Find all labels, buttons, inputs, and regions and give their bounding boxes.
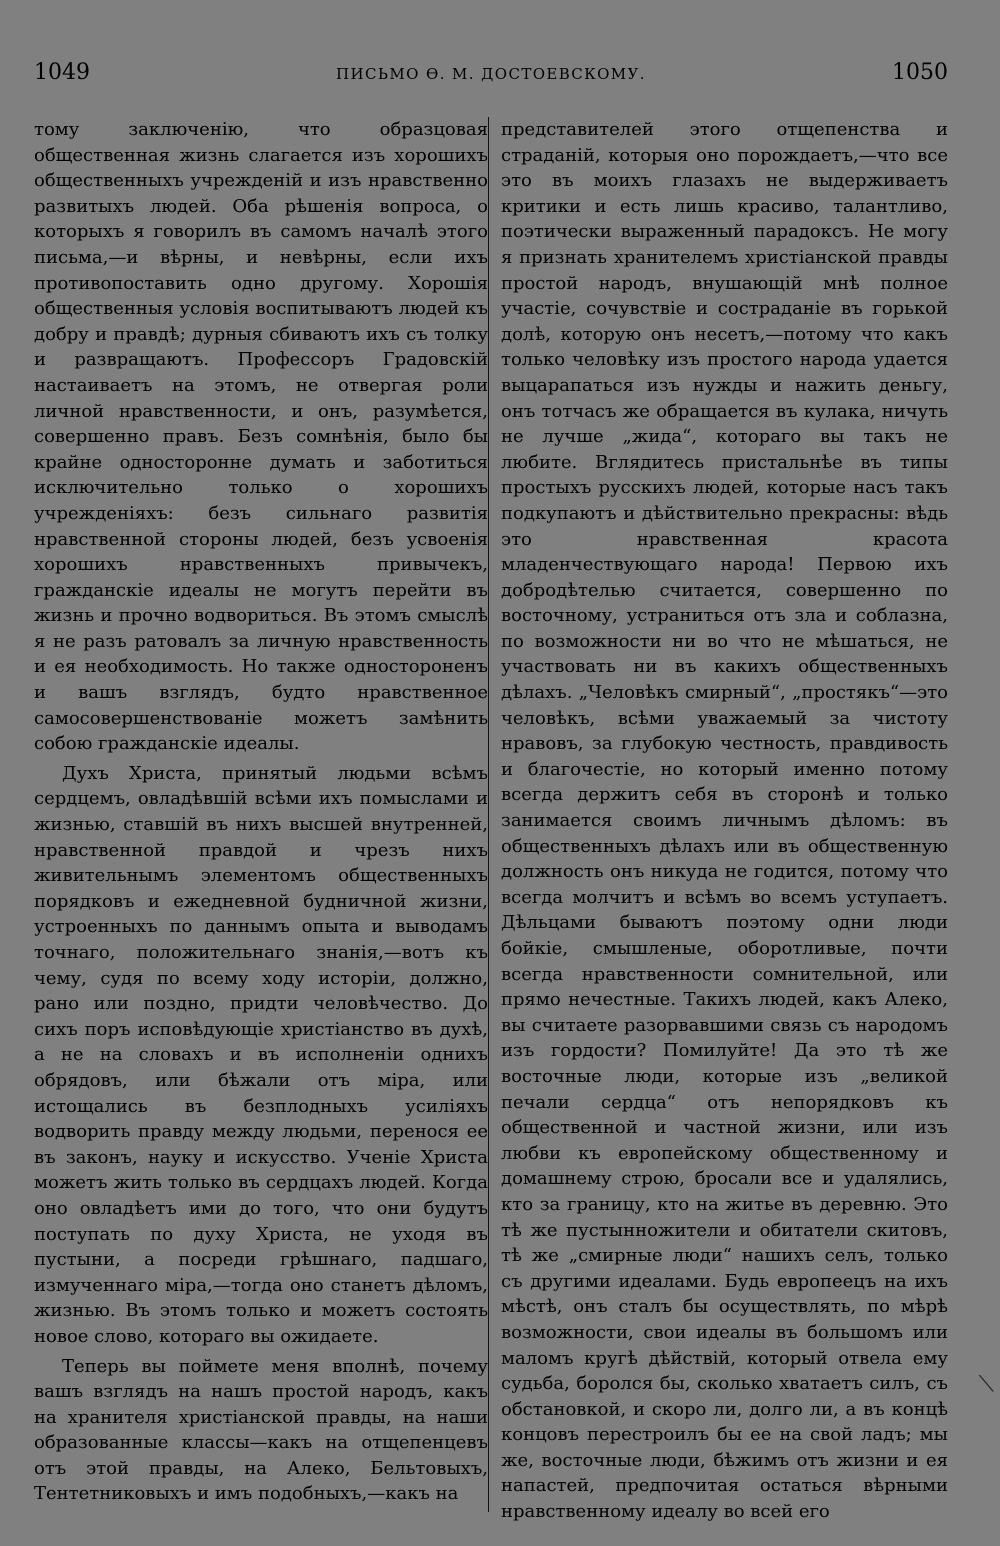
margin-mark: ⟍	[978, 1372, 994, 1397]
column-divider	[488, 117, 489, 1512]
right-column	[501, 117, 948, 1525]
paragraph: Духъ Христа, принятый людьми всѣмъ сердцемъ, овладѣвшій всѣми ихъ помыслами и жизнью, ставшій въ нихъ высшей внутренней, нравственной правдой и чрезъ нихъ живительнымъ элементомъ общественныхъ порядковъ и ежедневной будничной жизни, устроенныхъ по даннымъ опыта и выводамъ точнаго, положительнаго знанія,—вотъ къ чему, судя по всему ходу исторіи, должно, рано или поздно, придти человѣчество. До сихъ поръ исповѣдующіе христіанство въ духѣ, а не на словахъ и въ исполненіи однихъ обрядовъ, или бѣжали отъ міра, или истощались въ безплодныхъ усиліяхъ водворить правду между людьми, перенося ее въ законъ, науку и искусство. Ученіе Христа можетъ жить только въ сердцахъ людей. Когда оно овладѣетъ ими до того, что они будутъ поступать по духу Христа, не уходя въ пустыни, а посреди грѣшнаго, падшаго, измученнаго міра,—тогда оно станетъ дѣломъ, жизнью. Въ этомъ только и можетъ состоять новое слово, котораго вы ожидаете.	[34, 762, 488, 1347]
page-header	[34, 60, 948, 90]
page-number-left: 1049	[34, 60, 90, 85]
paragraph: представителей этого отщепенства и страданій, которыя оно порождаетъ,—что все это въ моихъ глазахъ не выдерживаетъ критики и есть лишь красиво, талантливо, поэтически выраженный парадоксъ. Не могу я признать хранителемъ христіанской правды простой народъ, внушающій мнѣ полное участіе, сочувствіе и состраданіе въ горькой долѣ, которую онъ несетъ,—потому что какъ только человѣку изъ простого народа удается выцарапаться изъ нужды и нажить деньгу, онъ тотчасъ же обращается въ кулака, ничуть не лучше „жида“, котораго вы такъ не любите. Вглядитесь пристальнѣе въ типы простыхъ русскихъ людей, которые насъ такъ подкупаютъ и дѣйствительно прекрасны: вѣдь это нравственная красота младенчествующаго народа! Первою ихъ добродѣтелью считается, совершенно по восточному, устраниться отъ зла и соблазна, по возможности ни во что не мѣшаться, не участвовать ни въ какихъ общественныхъ дѣлахъ. „Человѣкъ смирный“, „простякъ“—это человѣкъ, всѣми уважаемый за чистоту нравовъ, за глубокую честность, правдивость и благочестіе, но который именно потому всегда держитъ себя въ сторонѣ и только занимается своимъ личнымъ дѣломъ: въ общественныхъ дѣлахъ или въ общественную должность онъ никуда не годится, потому что всегда молчитъ и всѣмъ во всемъ уступаетъ. Дѣльцами бываютъ поэтому одни люди бойкіе, смышленые, оборотливые, почти всегда нравственности сомнительной, или прямо нечестные. Такихъ людей, какъ Алеко, вы считаете разорвавшими связь съ народомъ изъ гордости? Помилуйте! Да это тѣ же восточные люди, которые изъ „великой печали сердца“ отъ непорядковъ къ общественной и частной жизни, или изъ любви къ европейскому общественному и домашнему строю, бросали все и удалялись, кто за границу, кто на житье въ деревню. Это тѣ же пустынножители и обитатели скитовъ, тѣ же „смирные люди“ нашихъ селъ, только съ другими идеалами. Будь европеецъ на ихъ мѣстѣ, онъ сталъ бы осуществлять, по мѣрѣ возможности, свои идеалы въ большомъ или маломъ кругѣ дѣйствій, который отвела ему судьба, боролся бы, сколько хватаетъ силъ, съ обстановкой, и скоро ли, долго ли, а въ концѣ концовъ перестроилъ бы ее на свой ладъ; мы же, восточные люди, бѣжимъ отъ жизни и ея напастей, предпочитая остаться вѣрными нравственному идеалу во всей его	[501, 119, 948, 1523]
paragraph: Теперь вы поймете меня вполнѣ, почему вашъ взглядъ на нашъ простой народъ, какъ на хранителя христіанской правды, на наши образованные классы—какъ на отщепенцевъ отъ этой правды, на Алеко, Бельтовыхъ, Тентетниковыхъ и имъ подобныхъ,—какъ на	[34, 1355, 488, 1505]
paragraph: тому заключенію, что образцовая общественная жизнь слагается изъ хорошихъ общественныхъ учрежденій и изъ нравственно развитыхъ людей. Оба рѣшенія вопроса, о которыхъ я говорилъ въ самомъ началѣ этого письма,—и вѣрны, и невѣрны, если ихъ противопоставить одно другому. Хорошія общественныя условія воспитываютъ людей къ добру и правдѣ; дурныя сбиваютъ ихъ съ толку и развращаютъ. Профессоръ Градовскій настаиваетъ на этомъ, не отвергая роли личной нравственности, и онъ, разумѣется, совершенно правъ. Безъ сомнѣнія, было бы крайне односторонне думать и заботиться исключительно только о хорошихъ учрежденіяхъ: безъ сильнаго развитія нравственной стороны людей, безъ усвоенія хорошихъ нравственныхъ привычекъ, гражданскіе идеалы не могутъ перейти въ жизнь и прочно водвориться. Въ этомъ смыслѣ я не разъ ратовалъ за личную нравственность и ея необходимость. Но также одностороненъ и вашъ взглядъ, будто нравственное самосовершенствованіе можетъ замѣнить собою гражданскіе идеалы.	[34, 119, 488, 755]
running-title: ПИСЬМО Ѳ. М. ДОСТОЕВСКОМУ.	[336, 65, 646, 83]
page-number-right: 1050	[892, 60, 948, 85]
left-column	[34, 117, 488, 1507]
